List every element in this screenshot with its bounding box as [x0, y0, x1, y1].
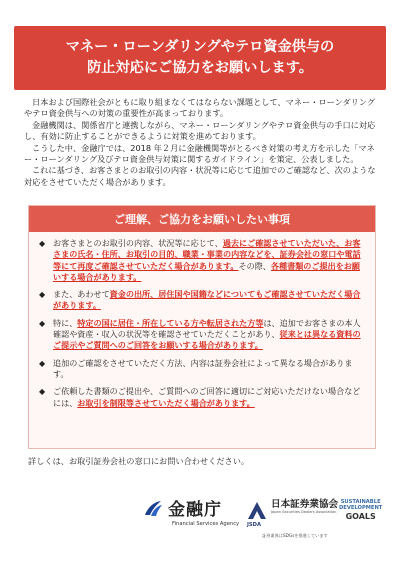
list-item [39, 289, 365, 312]
list-item [39, 386, 365, 409]
list-item [39, 238, 365, 283]
jsda-logo [246, 499, 338, 521]
item-text: また、あわせて [53, 289, 110, 300]
contact-note: 詳しくは、お取引証券会社の窓口にお問い合わせください。 [28, 456, 250, 466]
item-emphasis: お取引を制限等させていただく場合があります。 [77, 397, 255, 408]
sdgs-line-2: DEVELOPMENT [339, 505, 383, 512]
item-emphasis: 従来とは異なる資料のご提示やご質問へのご回答をお願いする場合があります。 [53, 329, 361, 351]
title-line-2: 防止対応にご協力をお願いします。 [87, 60, 313, 76]
list-item [39, 318, 365, 352]
title-banner [14, 26, 386, 90]
intro-paragraph-3: こうした中、金融庁では、2018 年２月に金融機関等がとるべき対策の考え方を示した「マネー・ローンダリング及びテロ資金供与対策に関するガイドライン」を策定、公表しました。 [24, 142, 375, 165]
title-line-1: マネー・ローンダリングやテロ資金供与の [65, 39, 335, 55]
list-item [39, 358, 365, 381]
sdgs-line-1: SUSTAINABLE [340, 499, 381, 505]
fsa-name: 金融庁 [168, 500, 222, 520]
intro-paragraph-1: 日本および国際社会がともに取り組まなくてはならない課題として、マネー・ローンダリングやテロ資金供与への対策の重要性が高まっております。 [24, 97, 376, 119]
item-emphasis: 特定の国に居住・所在している方や転居された方等 [77, 317, 264, 328]
item-emphasis: 各種書類のご提出をお願いする場合があります。 [53, 260, 360, 282]
logo-strip [0, 495, 400, 545]
fsa-english-name: Financial Services Agency [172, 521, 240, 527]
item-text: 特に、 [53, 317, 78, 328]
fsa-emblem-icon [142, 497, 164, 519]
intro-text [24, 97, 380, 188]
jsda-abbreviation: JSDA [247, 522, 261, 528]
diamond-bullet-icon: ◆ [39, 318, 46, 328]
diamond-bullet-icon: ◆ [39, 387, 46, 397]
item-text: お客さまとのお取引の内容、状況等に応じて、 [53, 238, 223, 248]
jsda-english-name: Japan Securities Dealers Association [271, 510, 337, 514]
request-list [29, 232, 375, 409]
diamond-bullet-icon: ◆ [39, 358, 46, 368]
intro-paragraph-4: これに基づき、お客さまとのお取引の内容・状況等に応じて追加でのご確認など、次のような対応をさせていただく場合があります。 [24, 165, 376, 187]
diamond-bullet-icon: ◆ [39, 239, 46, 248]
panel-header: ご理解、ご協力をお願いしたい事項 [29, 206, 375, 232]
jsda-emblem-icon [246, 499, 268, 521]
item-text: 追加のご確認をさせていただく方法、内容は証券会社によって異なる場合があります。 [53, 357, 353, 379]
intro-paragraph-2: 金融機関は、関係省庁と連携しながら、マネー・ローンダリングやテロ資金供与の手口に対応し、有効に防止することができるように対策を進めております。 [24, 119, 376, 142]
item-text: は、追加でお客さまの本人確認や資産・収入の状況等を確認させていただくことがあり、 [53, 317, 361, 340]
fsa-logo [142, 495, 222, 520]
item-emphasis: 資金の出所、居住国や国籍などについてもご確認させていただく場合があります。 [53, 289, 361, 311]
diamond-bullet-icon: ◆ [39, 290, 46, 300]
sdgs-line-3: GOALS [345, 511, 376, 521]
item-emphasis: 過去にご確認させていただいた、お客さまの氏名・住所、お取引の目的、職業・事業の内容などを、証券会社の窓口や電話等にて再度ご確認させていただく場合があります。 [53, 238, 361, 271]
sdgs-logo [339, 499, 382, 521]
item-text: ご依頼した書類のご提出や、ご質問へのご回答に適切にご対応いただけない場合などには、 [53, 386, 361, 408]
jsda-name: 日本証券業協会 [271, 499, 339, 510]
item-text: その際、 [238, 260, 271, 271]
jsda-sdgs-note: 証券業界はSDGsを推進しています [262, 533, 328, 538]
request-panel [28, 205, 376, 449]
